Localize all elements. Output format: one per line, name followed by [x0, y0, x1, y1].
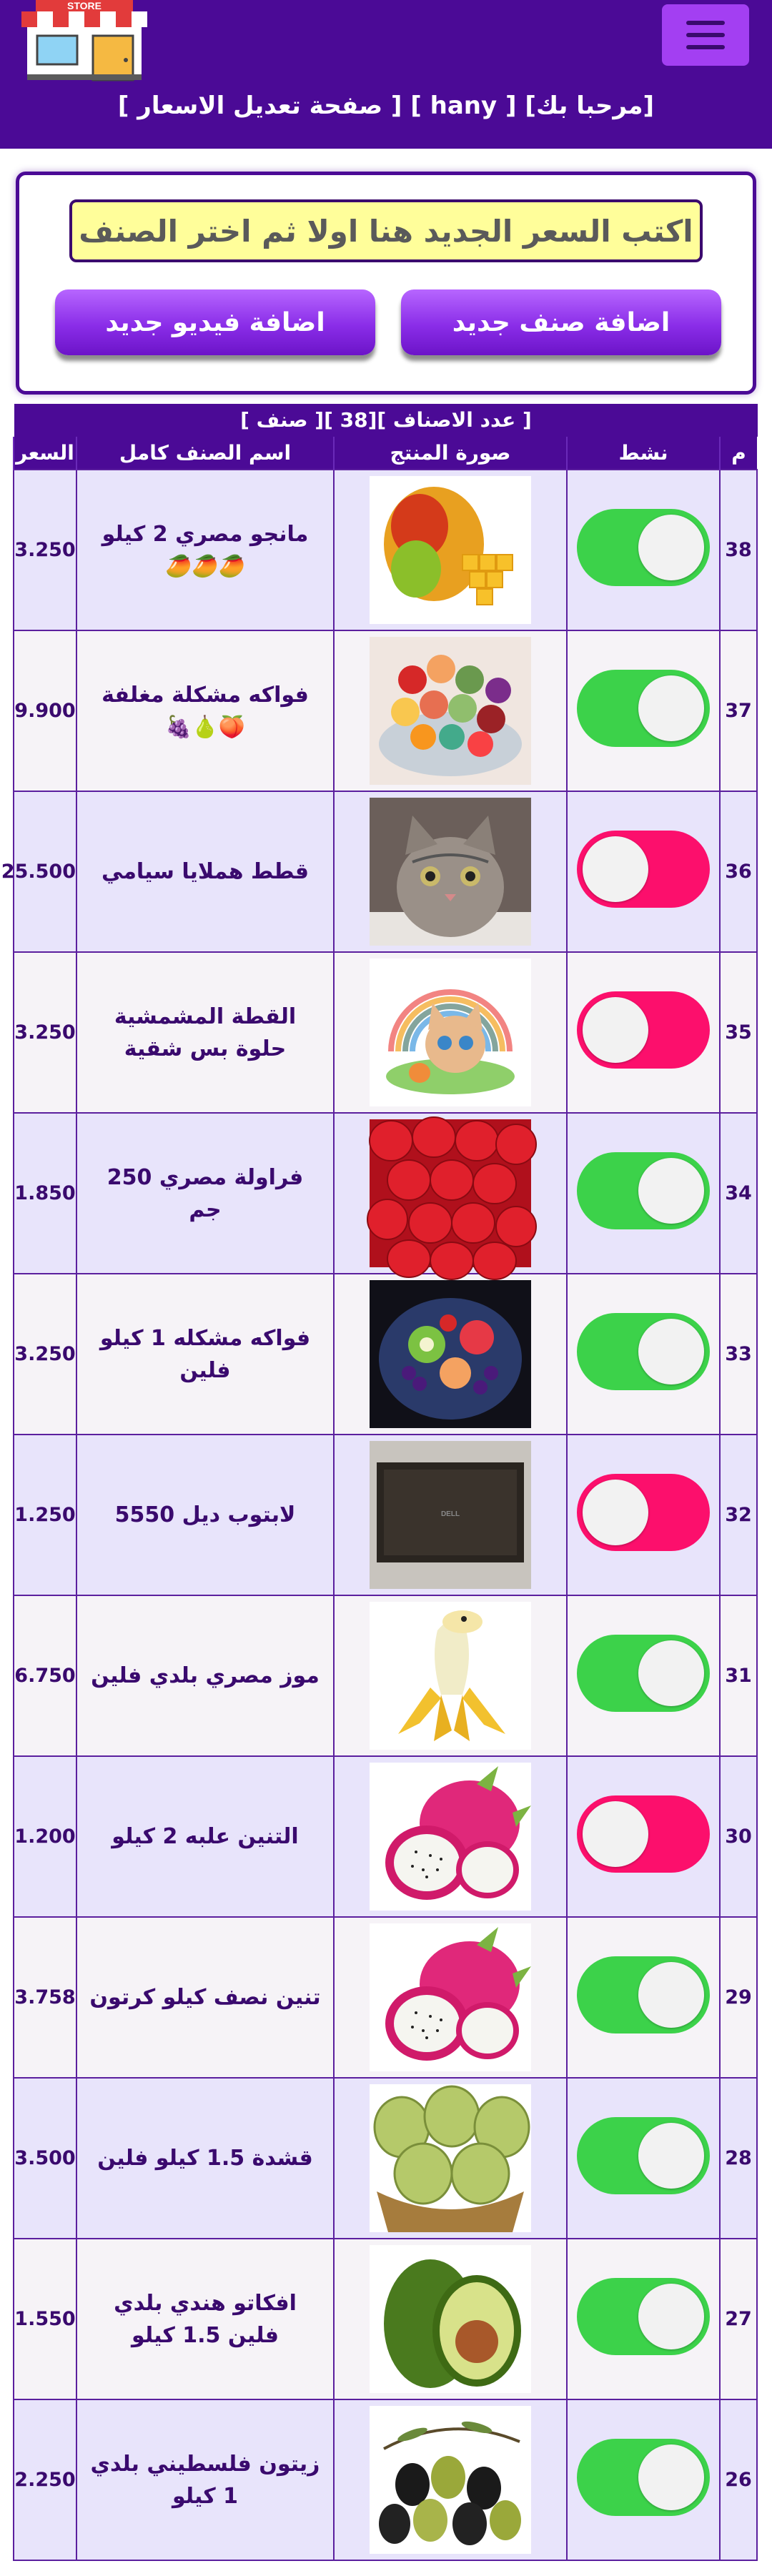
mango-image[interactable] [370, 476, 531, 624]
svg-text:DELL: DELL [440, 1510, 460, 1518]
active-cell [567, 2399, 720, 2560]
table-row [14, 1435, 757, 1595]
active-toggle-switch[interactable] [577, 1313, 710, 1390]
row-id: 34 [720, 1113, 757, 1274]
hamburger-menu-button[interactable] [662, 4, 749, 66]
product-name[interactable]: زيتون فلسطيني بلدي 1 كيلو [76, 2399, 334, 2560]
product-price[interactable]: 3.500 [14, 2078, 76, 2239]
image-cell [334, 791, 567, 952]
row-id: 30 [720, 1756, 757, 1917]
toggle-knob [638, 1158, 704, 1224]
image-cell [334, 630, 567, 791]
avocado-image[interactable] [370, 2245, 531, 2393]
row-id: 27 [720, 2239, 757, 2399]
table-row [14, 1274, 757, 1435]
image-cell [334, 1595, 567, 1756]
active-toggle-switch[interactable] [577, 670, 710, 747]
product-name[interactable]: قطط هملايا سيامي [76, 791, 334, 952]
table-row [14, 1595, 757, 1756]
active-toggle-switch[interactable] [577, 2117, 710, 2194]
active-cell [567, 1274, 720, 1435]
header-active: نشط [567, 437, 720, 470]
active-toggle-switch[interactable] [577, 831, 710, 908]
active-toggle-switch[interactable] [577, 2439, 710, 2516]
active-cell [567, 952, 720, 1113]
toggle-knob [583, 997, 648, 1063]
top-header [0, 0, 772, 149]
olives-image[interactable] [370, 2406, 531, 2554]
table-row [14, 1917, 757, 2078]
row-id: 28 [720, 2078, 757, 2239]
row-id: 37 [720, 630, 757, 791]
product-price[interactable]: 3.250 [14, 470, 76, 630]
row-id: 38 [720, 470, 757, 630]
product-name[interactable]: تنين نصف كيلو كرتون [76, 1917, 334, 2078]
items-count-bar: [ عدد الاصناف ][38 ][ صنف ] [14, 404, 758, 437]
product-price[interactable]: 3.250 [14, 952, 76, 1113]
product-name[interactable]: لابتوب ديل 5550 [76, 1435, 334, 1595]
row-id: 33 [720, 1274, 757, 1435]
products-table-container [1, 404, 758, 2576]
menu-bar-icon [686, 45, 725, 49]
toggle-knob [638, 675, 704, 741]
active-toggle-switch[interactable] [577, 1956, 710, 2033]
product-name[interactable]: قشدة 1.5 كيلو فلين [76, 2078, 334, 2239]
toggle-knob [583, 1480, 648, 1545]
dragon-fruit-image[interactable] [370, 1923, 531, 2071]
row-id: 29 [720, 1917, 757, 2078]
price-edit-panel [16, 172, 756, 395]
table-row [14, 2399, 757, 2560]
fruit-bowl-image[interactable] [370, 1280, 531, 1428]
logo-text: STORE [67, 0, 102, 11]
table-row [14, 791, 757, 952]
cartoon-cat-image[interactable] [370, 958, 531, 1106]
cat-image[interactable] [370, 798, 531, 946]
active-toggle-switch[interactable] [577, 2278, 710, 2355]
active-toggle-switch[interactable] [577, 1795, 710, 1873]
active-cell [567, 2078, 720, 2239]
product-price[interactable]: 6.750 [14, 1595, 76, 1756]
table-row [14, 630, 757, 791]
product-price[interactable]: 1.850 [14, 1113, 76, 1274]
image-cell [334, 1274, 567, 1435]
row-id: 26 [720, 2399, 757, 2560]
banana-image[interactable] [370, 1602, 531, 1750]
add-item-button[interactable]: اضافة صنف جديد [401, 289, 721, 355]
table-row [14, 1756, 757, 1917]
menu-bar-icon [686, 21, 725, 25]
store-logo-icon[interactable] [21, 0, 147, 80]
image-cell [334, 952, 567, 1113]
active-cell [567, 1917, 720, 2078]
new-price-input[interactable] [69, 199, 703, 262]
dragon-fruit-image[interactable] [370, 1763, 531, 1911]
row-id: 36 [720, 791, 757, 952]
image-cell [334, 2399, 567, 2560]
image-cell [334, 470, 567, 630]
active-toggle-switch[interactable] [577, 509, 710, 586]
row-id: 32 [720, 1435, 757, 1595]
product-price[interactable]: 3.250 [14, 1274, 76, 1435]
toggle-knob [638, 2284, 704, 2349]
product-price[interactable]: 1.200 [14, 1756, 76, 1917]
toggle-knob [583, 1801, 648, 1867]
header-name: اسم الصنف كامل [76, 437, 334, 470]
welcome-title: [مرحبا بك] [ hany ] [ صفحة تعديل الاسعار ] [117, 91, 655, 120]
table-header-row [14, 437, 757, 470]
toggle-knob [638, 2444, 704, 2510]
table-row [14, 952, 757, 1113]
product-name[interactable]: فراولة مصري 250 جم [76, 1113, 334, 1274]
product-name[interactable]: فواكه مشكله 1 كيلو فلين [76, 1274, 334, 1435]
product-name[interactable]: مانجو مصري 2 كيلو 🥭🥭🥭 [76, 470, 334, 630]
header-price: السعر [14, 437, 76, 470]
active-cell [567, 1595, 720, 1756]
row-id: 31 [720, 1595, 757, 1756]
active-cell [567, 470, 720, 630]
fruit-mix-image[interactable] [370, 637, 531, 785]
product-price[interactable]: 2.250 [14, 2399, 76, 2560]
image-cell [334, 2239, 567, 2399]
table-row [14, 2239, 757, 2399]
image-cell [334, 1917, 567, 2078]
product-name[interactable]: افكاتو هندي بلدي فلين 1.5 كيلو [76, 2239, 334, 2399]
image-cell [334, 1756, 567, 1917]
products-table [1, 437, 758, 2561]
product-name[interactable]: موز مصري بلدي فلين [76, 1595, 334, 1756]
active-cell [567, 1435, 720, 1595]
active-toggle-switch[interactable] [577, 1635, 710, 1712]
active-toggle-switch[interactable] [577, 1152, 710, 1229]
image-cell [334, 1113, 567, 1274]
menu-bar-icon [686, 33, 725, 37]
toggle-knob [638, 515, 704, 580]
toggle-knob [638, 1319, 704, 1384]
strawberry-image[interactable] [370, 1119, 531, 1267]
product-name[interactable]: فواكه مشكلة مغلفة 🍑🍐🍇 [76, 630, 334, 791]
table-row [14, 2078, 757, 2239]
table-row [14, 1113, 757, 1274]
product-price[interactable]: 9.900 [14, 630, 76, 791]
active-toggle-switch[interactable] [577, 1474, 710, 1551]
product-name[interactable]: القطة المشمشية حلوة بس شقية [76, 952, 334, 1113]
active-cell [567, 2239, 720, 2399]
product-price[interactable]: 3.758 [14, 1917, 76, 2078]
custard-apple-image[interactable] [370, 2084, 531, 2232]
row-id: 35 [720, 952, 757, 1113]
product-name[interactable]: التنين علبه 2 كيلو [76, 1756, 334, 1917]
active-cell [567, 1756, 720, 1917]
active-toggle-switch[interactable] [577, 991, 710, 1069]
image-cell [334, 2078, 567, 2239]
product-price[interactable]: 1.250 [14, 1435, 76, 1595]
active-cell [567, 630, 720, 791]
laptop-box-image[interactable] [370, 1441, 531, 1589]
products-table-body [1, 470, 757, 2560]
toggle-knob [638, 2123, 704, 2189]
product-price[interactable]: 1.550 [14, 2239, 76, 2399]
product-price[interactable]: 25.500 [14, 791, 76, 952]
table-row [14, 470, 757, 630]
toggle-knob [638, 1962, 704, 2028]
active-cell [567, 791, 720, 952]
header-num: م [720, 437, 757, 470]
active-cell [567, 1113, 720, 1274]
toggle-knob [638, 1640, 704, 1706]
header-image: صورة المنتج [334, 437, 567, 470]
image-cell [334, 1435, 567, 1595]
toggle-knob [583, 836, 648, 902]
add-video-button[interactable]: اضافة فيديو جديد [55, 289, 375, 355]
